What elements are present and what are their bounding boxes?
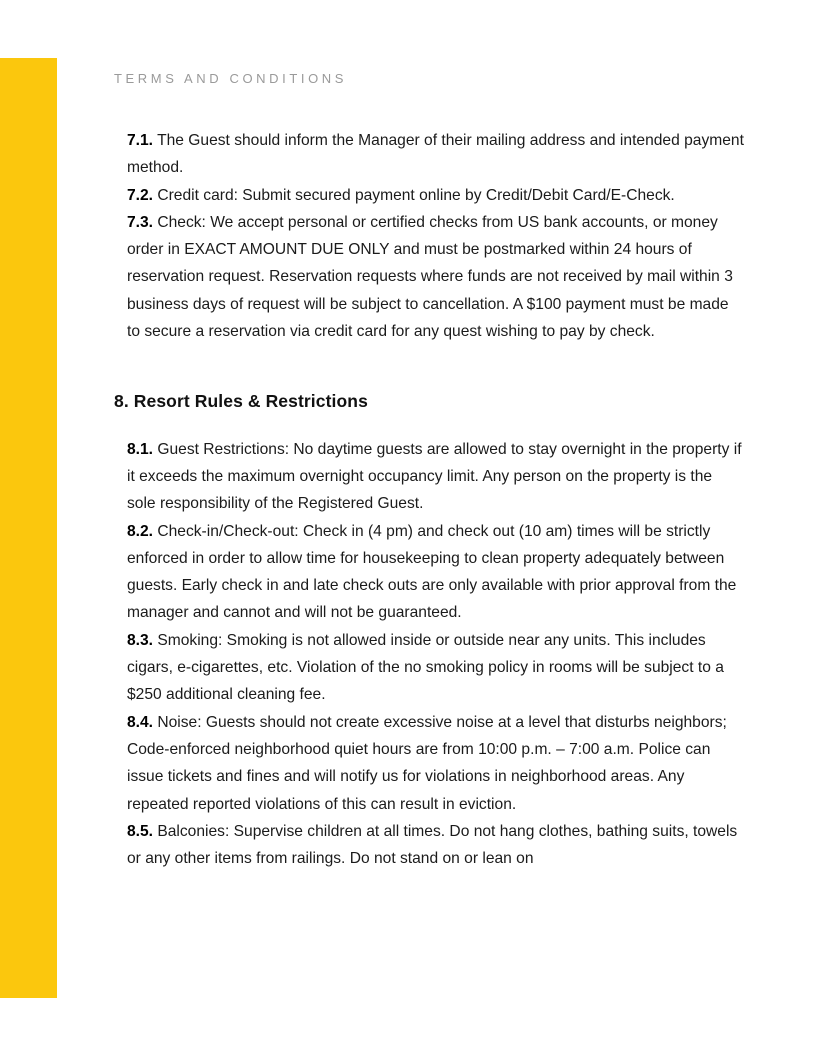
clause-text: Noise: Guests should not create excessive noise at a level that disturbs neighbors; Code-enforced neighborhood quiet hours are from 10:00 p.m. – 7:00 a.m. Police can issue tickets and fines and will notify us for violations in neighborhood areas. Any repeated reported violations of this can result in eviction. <box>127 713 727 813</box>
clause-8-3 <box>127 627 744 709</box>
document-header-title: TERMS AND CONDITIONS <box>114 71 348 86</box>
clause-7-2 <box>127 182 744 209</box>
clause-number: 8.3. <box>127 631 154 649</box>
clause-text: Smoking: Smoking is not allowed inside or outside near any units. This includes cigars, e-cigarettes, etc. Violation of the no smoking policy in rooms will be subject to a $250 additional cleaning fee. <box>127 631 724 704</box>
left-accent-bar <box>0 58 57 998</box>
clause-text: Credit card: Submit secured payment online by Credit/Debit Card/E-Check. <box>153 186 675 204</box>
clause-number: 8.1. <box>127 440 154 458</box>
clause-text: Check: We accept personal or certified checks from US bank accounts, or money order in EXACT AMOUNT DUE ONLY and must be postmarked within 24 hours of reservation request. Reservation requests where funds are not received by mail within 3 business days of request will be subject to cancellation. A $100 payment must be made to secure a reservation via credit card for any quest wishing to pay by check. <box>127 213 733 341</box>
section-8-heading: 8. Resort Rules & Restrictions <box>114 391 368 412</box>
clause-number: 8.2. <box>127 522 154 540</box>
spacer-before-section-8 <box>114 345 744 388</box>
clause-text: Balconies: Supervise children at all times. Do not hang clothes, bathing suits, towels or any other items from railings. Do not stand on or lean on <box>127 822 738 868</box>
section-8-clauses <box>114 436 744 873</box>
clause-text: The Guest should inform the Manager of their mailing address and intended payment method. <box>127 132 744 177</box>
clause-8-1 <box>127 436 744 518</box>
clause-8-2 <box>127 518 744 627</box>
clause-8-4 <box>127 709 744 818</box>
clause-number: 8.5. <box>127 822 154 840</box>
document-content <box>114 0 744 872</box>
clause-number: 7.2. <box>127 186 154 204</box>
clause-7-1 <box>127 127 744 182</box>
spacer-after-section-8-heading <box>114 416 744 436</box>
clause-8-5 <box>127 818 744 873</box>
clause-text: Check-in/Check-out: Check in (4 pm) and check out (10 am) times will be strictly enforced in order to allow time for housekeeping to clean property adequately between guests. Early check in and late check outs are only available with prior approval from the manager and cannot and will not be guaranteed. <box>127 522 737 622</box>
spacer-header-to-body <box>114 86 744 127</box>
clause-number: 7.1. <box>127 132 154 149</box>
clause-text: Guest Restrictions: No daytime guests are allowed to stay overnight in the property if it exceeds the maximum overnight occupancy limit. Any person on the property is the sole responsibility of the Registered Guest. <box>127 440 742 513</box>
section-7-clauses <box>114 127 744 345</box>
clause-number: 8.4. <box>127 713 154 731</box>
clause-number: 7.3. <box>127 213 154 231</box>
clause-7-3 <box>127 209 744 345</box>
